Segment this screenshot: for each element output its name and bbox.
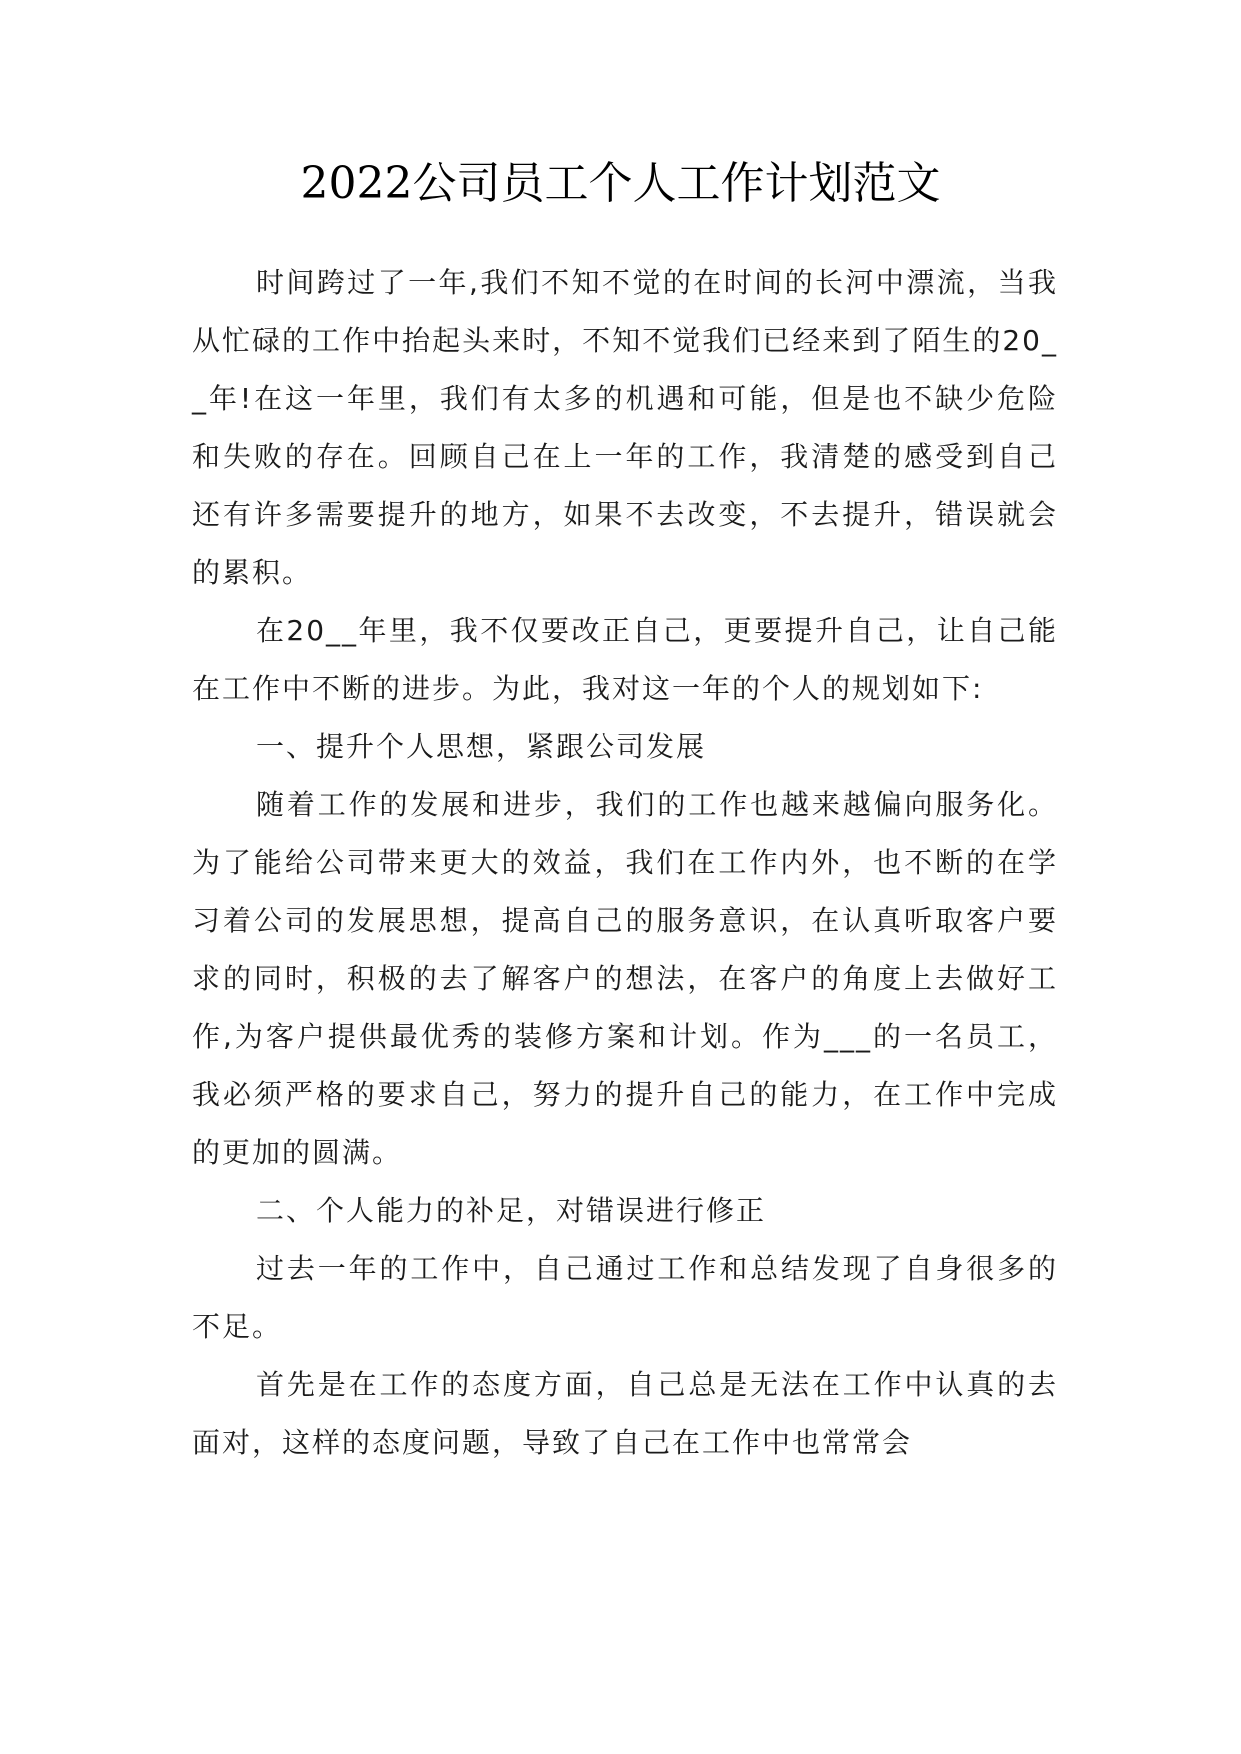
paragraph-plan-intro: 在20__年里，我不仅要改正自己，更要提升自己，让自己能在工作中不断的进步。为此，我对这一年的个人的规划如下:: [192, 614, 1058, 705]
paragraph-attitude: 首先是在工作的态度方面，自己总是无法在工作中认真的去面对，这样的态度问题，导致了自己在工作中也常常会: [192, 1368, 1058, 1459]
section-heading-1: 一、提升个人思想，紧跟公司发展: [256, 730, 707, 763]
section-heading-2: 二、个人能力的补足，对错误进行修正: [256, 1194, 767, 1227]
document-title: 2022公司员工个人工作计划范文: [300, 158, 941, 209]
document-body: [192, 254, 1058, 1472]
paragraph-intro: 时间跨过了一年,我们不知不觉的在时间的长河中漂流，当我从忙碌的工作中抬起头来时，不知不觉我们已经来到了陌生的20__年!在这一年里，我们有太多的机遇和可能，但是也不缺少危险和失败的存在。回顾自己在上一年的工作，我清楚的感受到自己还有许多需要提升的地方，如果不去改变，不去提升，错误就会的累积。: [192, 266, 1058, 589]
paragraph-section-2: 过去一年的工作中，自己通过工作和总结发现了自身很多的不足。: [192, 1252, 1058, 1343]
paragraph-section-1: 随着工作的发展和进步，我们的工作也越来越偏向服务化。为了能给公司带来更大的效益，我们在工作内外，也不断的在学习着公司的发展思想，提高自己的服务意识，在认真听取客户要求的同时，积极的去了解客户的想法，在客户的角度上去做好工作,为客户提供最优秀的装修方案和计划。作为___的一名员工，我必须严格的要求自己，努力的提升自己的能力，在工作中完成的更加的圆满。: [192, 788, 1058, 1169]
